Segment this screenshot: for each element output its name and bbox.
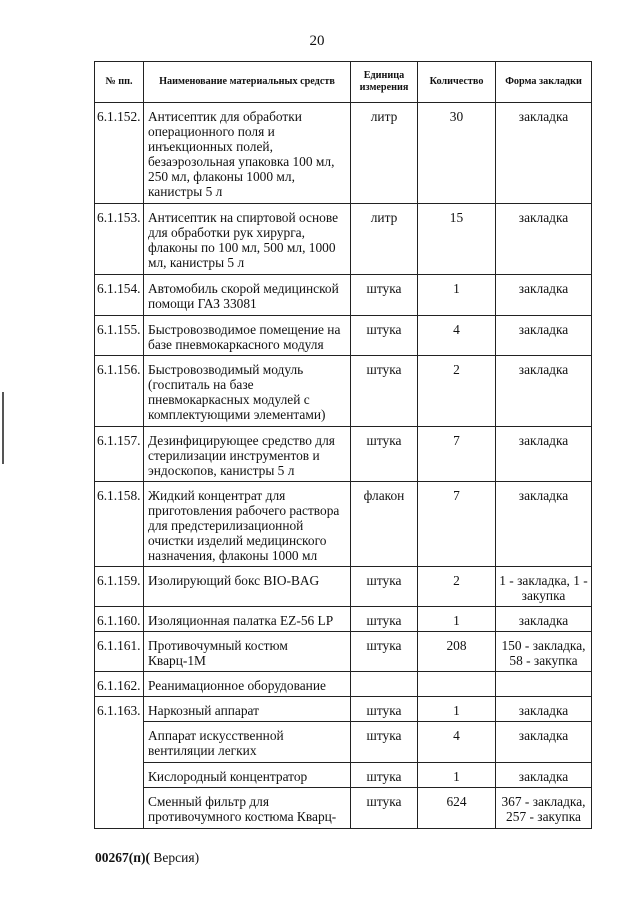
row-qty: 624 <box>418 788 496 829</box>
row-name: Антисептик на спиртовой основе для обработки рук хирурга, флаконы по 100 мл, 500 мл, 1000 мл, канистры 5 л <box>144 204 351 275</box>
row-form: закладка <box>496 763 592 788</box>
row-name: Автомобиль скорой медицинской помощи ГАЗ 33081 <box>144 275 351 316</box>
row-unit: литр <box>351 204 418 275</box>
row-name: Изолирующий бокс BIO-BAG <box>144 567 351 607</box>
row-form: закладка <box>496 427 592 482</box>
row-name: Быстровозводимое помещение на базе пневмокаркасного модуля <box>144 316 351 356</box>
table-row <box>95 697 592 722</box>
header-unit: Единица измерения <box>351 62 418 103</box>
table-row <box>95 275 592 316</box>
row-num: 6.1.152. <box>95 103 144 204</box>
header-qty: Количество <box>418 62 496 103</box>
row-num: 6.1.158. <box>95 482 144 567</box>
row-form: закладка <box>496 204 592 275</box>
document-code <box>95 850 199 866</box>
row-num: 6.1.153. <box>95 204 144 275</box>
row-unit: штука <box>351 316 418 356</box>
row-name: Кислородный концентратор <box>144 763 351 788</box>
row-name: Изоляционная палатка EZ-56 LP <box>144 607 351 632</box>
row-name: Аппарат искусственной вентиляции легких <box>144 722 351 763</box>
row-name: Наркозный аппарат <box>144 697 351 722</box>
row-form: 150 - закладка, 58 - закупка <box>496 632 592 672</box>
row-qty: 7 <box>418 482 496 567</box>
row-form: закладка <box>496 607 592 632</box>
row-qty: 1 <box>418 275 496 316</box>
row-num: 6.1.162. <box>95 672 144 697</box>
row-num: 6.1.159. <box>95 567 144 607</box>
header-num: № пп. <box>95 62 144 103</box>
row-num: 6.1.160. <box>95 607 144 632</box>
table-row <box>95 356 592 427</box>
row-num: 6.1.156. <box>95 356 144 427</box>
row-form: 1 - закладка, 1 - закупка <box>496 567 592 607</box>
row-num: 6.1.155. <box>95 316 144 356</box>
row-form: закладка <box>496 697 592 722</box>
row-unit: флакон <box>351 482 418 567</box>
table-row <box>95 427 592 482</box>
table-header-row <box>95 62 592 103</box>
row-form: закладка <box>496 275 592 316</box>
row-qty: 1 <box>418 607 496 632</box>
row-form: 367 - закладка, 257 - закупка <box>496 788 592 829</box>
row-unit: штука <box>351 427 418 482</box>
row-qty: 1 <box>418 763 496 788</box>
table-row <box>95 607 592 632</box>
row-unit <box>351 672 418 697</box>
row-unit: штука <box>351 697 418 722</box>
row-qty: 4 <box>418 722 496 763</box>
row-name: Дезинфицирующее средство для стерилизации инструментов и эндоскопов, канистры 5 л <box>144 427 351 482</box>
table-row <box>95 632 592 672</box>
row-qty: 7 <box>418 427 496 482</box>
row-qty <box>418 672 496 697</box>
row-name: Быстровозводимый модуль (госпиталь на базе пневмокаркасных модулей с комплектующими элементами) <box>144 356 351 427</box>
row-name: Жидкий концентрат для приготовления рабочего раствора для предстерилизационной очистки изделий медицинского назначения, флаконы 1000 мл <box>144 482 351 567</box>
row-unit: штука <box>351 275 418 316</box>
table-row <box>95 482 592 567</box>
row-form: закладка <box>496 316 592 356</box>
row-unit: литр <box>351 103 418 204</box>
table-row <box>95 103 592 204</box>
row-num: 6.1.161. <box>95 632 144 672</box>
row-unit: штука <box>351 356 418 427</box>
page-number: 20 <box>309 33 325 49</box>
row-name: Реанимационное оборудование <box>144 672 351 697</box>
table-row <box>95 788 592 829</box>
header-form: Форма закладки <box>496 62 592 103</box>
row-qty: 2 <box>418 356 496 427</box>
row-unit: штука <box>351 788 418 829</box>
row-qty: 208 <box>418 632 496 672</box>
row-qty: 2 <box>418 567 496 607</box>
materials-table <box>94 61 592 829</box>
row-name: Антисептик для обработки операционного поля и инъекционных полей, безаэрозольная упаковка 100 мл, 250 мл, флаконы 1000 мл, канистры 5 л <box>144 103 351 204</box>
table-row <box>95 316 592 356</box>
row-qty: 1 <box>418 697 496 722</box>
row-num: 6.1.154. <box>95 275 144 316</box>
row-form: закладка <box>496 103 592 204</box>
row-form: закладка <box>496 482 592 567</box>
table-row <box>95 763 592 788</box>
row-unit: штука <box>351 763 418 788</box>
row-unit: штука <box>351 567 418 607</box>
row-unit: штука <box>351 632 418 672</box>
scan-margin-mark <box>2 392 4 464</box>
table-row <box>95 204 592 275</box>
row-name: Противочумный костюм Кварц-1М <box>144 632 351 672</box>
row-num: 6.1.163. <box>95 697 144 829</box>
row-qty: 30 <box>418 103 496 204</box>
row-qty: 4 <box>418 316 496 356</box>
document-version: Версия) <box>150 850 200 865</box>
row-form: закладка <box>496 356 592 427</box>
row-qty: 15 <box>418 204 496 275</box>
table-row <box>95 722 592 763</box>
table-row <box>95 567 592 607</box>
row-unit: штука <box>351 607 418 632</box>
header-name: Наименование материальных средств <box>144 62 351 103</box>
document-code-number: 00267(п)( <box>95 850 151 865</box>
row-form: закладка <box>496 722 592 763</box>
row-name: Сменный фильтр для противочумного костюма Кварц- <box>144 788 351 829</box>
row-unit: штука <box>351 722 418 763</box>
row-num: 6.1.157. <box>95 427 144 482</box>
row-form <box>496 672 592 697</box>
table-row <box>95 672 592 697</box>
